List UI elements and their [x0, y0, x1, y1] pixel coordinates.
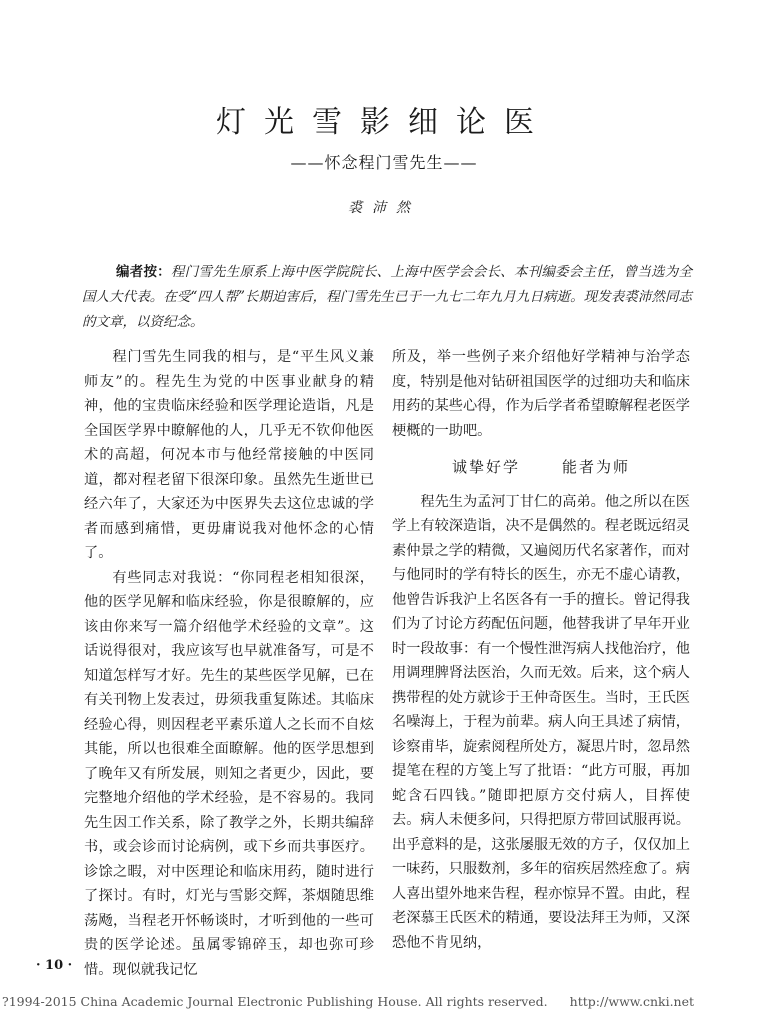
- section-heading-part1: 诚挚好学: [451, 458, 520, 476]
- copyright-text: ?1994-2015 China Academic Journal Electronic Publishing House. All rights reserved.: [2, 994, 548, 1009]
- editor-note-label: 编者按：: [116, 264, 171, 280]
- paragraph: 程先生为孟河丁甘仁的高弟。他之所以在医学上有较深造诣，决不是偶然的。程老既远绍灵素仲景之学的精微，又遍阅历代名家著作，而对与他同时的学有特长的医生，亦无不虚心请教，他曾告诉我沪上名医各有一手的擅长。曾记得我们为了讨论方药配伍问题，他替我讲了早年开业时一段故事：有一个慢性泄泻病人找他治疗，他用调理脾肾法医治，久而无效。后来，这个病人携带程的处方就诊于王仲奇医生。当时，王氏医名噪海上，于程为前辈。病人向王具述了病情，诊察甫毕，旋索阅程所处方，凝思片时，忽昂然提笔在程的方笺上写了批语：“此方可服，再加蛇含石四钱。”随即把原方交付病人，目挥使去。病人未便多问，只得把原方带回试服再说。出乎意料的是，这张屡服无效的方子，仅仅加上一味药，只服数剂，多年的宿疾居然痊愈了。病人喜出望外地来告程，程亦惊异不置。由此，程老深慕王氏医术的精通，要设法拜王为师，又深恐他不肯见纳，: [392, 493, 690, 951]
- right-column: [392, 345, 690, 955]
- article-subtitle: ——怀念程门雪先生——: [290, 153, 478, 172]
- left-column: [84, 345, 374, 982]
- section-heading-part2: 能者为师: [562, 458, 631, 476]
- article-title: 灯光雪影细论医: [216, 105, 552, 140]
- footer-url: http://www.cnki.net: [569, 994, 695, 1009]
- paragraph: 有些同志对我说：“你同程老相知很深，他的医学见解和临床经验，你是很瞭解的，应该由你来写一篇介绍他学术经验的文章”。这话说得很对，我应该写也早就准备写，可是不知道怎样写才好。先生的某些医学见解，已在有关刊物上发表过，毋须我重复陈述。其临床经验心得，则因程老平素乐道人之长而不自炫其能，所以也很难全面瞭解。他的医学思想到了晚年又有所发展，则知之者更少，因此，要完整地介绍他的学术经验，是不容易的。我同先生因工作关系，除了教学之外，长期共编辞书，或会诊而讨论病例，或下乡而共事医疗。诊馀之暇，对中医理论和临床用药，随时进行了探讨。有时，灯光与雪影交辉，茶烟随思维荡飏，当程老开怀畅谈时，才听到他的一些可贵的医学论述。虽属零锦碎玉，却也弥可珍惜。现似就我记忆: [84, 569, 374, 978]
- paragraph: 程门雪先生同我的相与，是“平生风义兼师友”的。程先生为党的中医事业献身的精神，他的宝贵临床经验和医学理论造诣，凡是全国医学界中瞭解他的人，几乎无不钦仰他医术的高超，何况本市与他经常接触的中医同道，都对程老留下很深印象。虽然先生逝世已经六年了，大家还为中医界失去这位忠诚的学者而感到痛惜，更毋庸说我对他怀念的心情了。: [84, 349, 374, 561]
- paragraph: 所及，举一些例子来介绍他好学精神与治学态度，特别是他对钻研祖国医学的过细功夫和临床用药的某些心得，作为后学者希望瞭解程老医学梗概的一助吧。: [392, 349, 690, 439]
- copyright-footer: [0, 994, 768, 1009]
- section-heading: [392, 455, 690, 480]
- editor-note-text: 程门雪先生原系上海中医学院院长、上海中医学会会长、本刊编委会主任，曾当选为全国人大代表。在受“四人帮”长期迫害后，程门雪先生已于一九七二年九月九日病逝。现发表裘沛然同志的文章，以资纪念。: [82, 264, 693, 330]
- article-author: 裘沛然: [348, 200, 420, 216]
- page-number: · 10 ·: [36, 958, 73, 973]
- editor-note: [82, 260, 692, 335]
